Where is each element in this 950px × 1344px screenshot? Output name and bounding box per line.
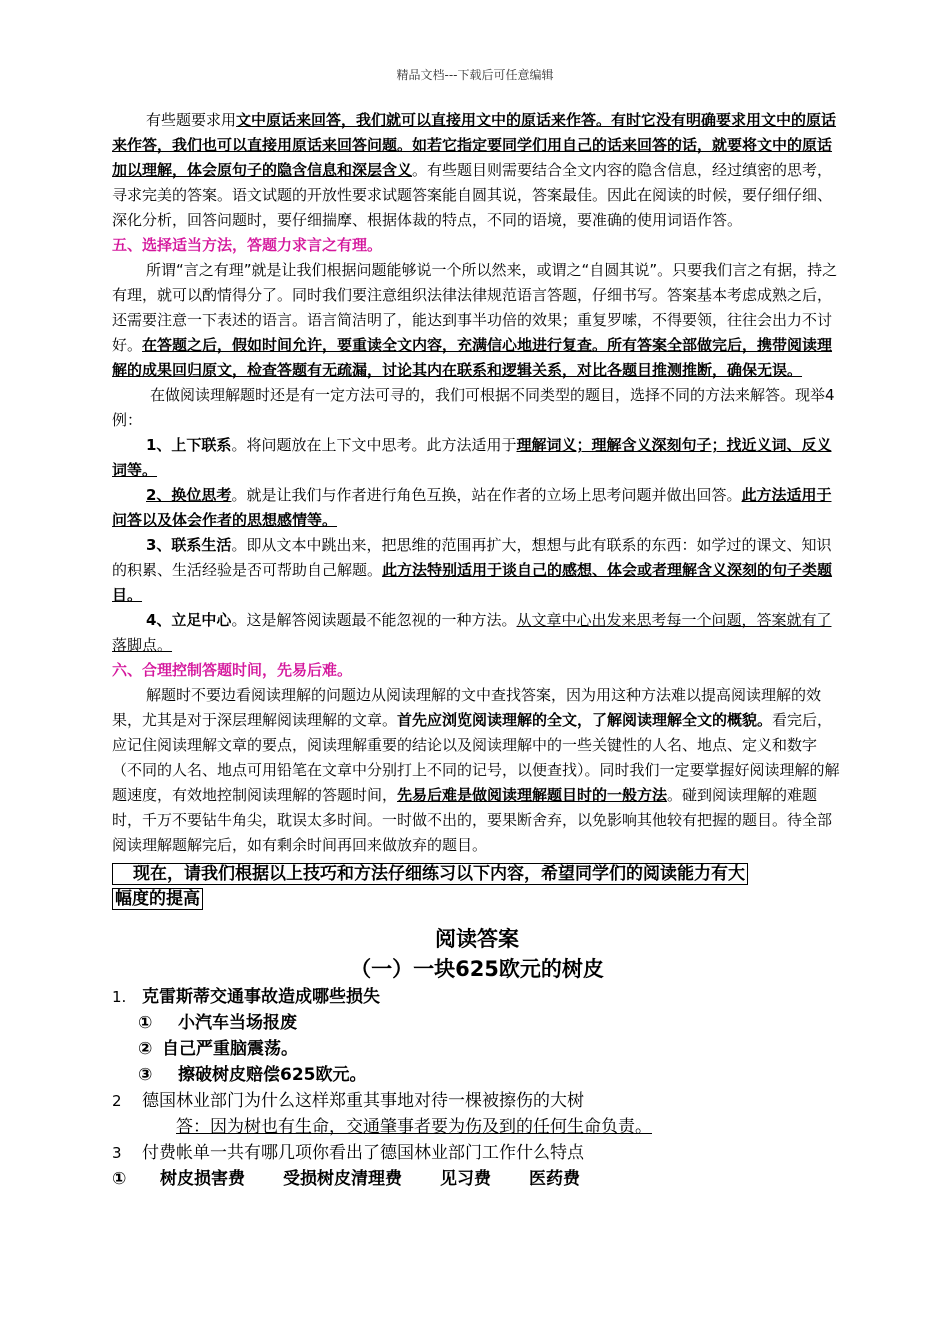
answer-1-item-2 [112, 1036, 842, 1062]
answer-text: 擦破树皮赔偿625欧元。 [178, 1065, 367, 1085]
text-run: 。碰到阅读理解的难题时，千万不要钻牛角尖，耽误太多时间。一时做不出的，要果断舍弃，以免影响其他较有把握的题目。待全部阅读理解题解完后，如有剩余时间再回来做放弃的题目。 [112, 786, 833, 854]
text-run: 解题时不要边看阅读理解的问题边从阅读理解的文中查找答案，因为用这种方法难以提高阅读理解的效果，尤其是对于深层理解阅读理解的文章。 [112, 686, 822, 729]
list-marker: ② [138, 1039, 153, 1059]
emphasis-text: 此方法特别适用于谈自己的感想、体会或者理解含义深刻的句子类题目。 [112, 561, 833, 604]
text-run: 有些题要求用 [146, 111, 237, 129]
answer-text [120, 1117, 652, 1137]
text-run: 。将问题放在上下文中思考。此方法适用于 [231, 436, 517, 454]
fee-item: 见习费 [440, 1169, 491, 1189]
list-marker: ③ [138, 1065, 153, 1085]
emphasis-text: 在答题之后，假如时间允许，要重读全文内容，充满信心地进行复查。所有答案全部做完后，携带阅读理解的成果回归原文，检查答题有无疏漏，讨论其内在联系和逻辑关系，对比各题目推测推断，确保无误。 [112, 336, 833, 379]
question-number: 2 [112, 1092, 122, 1110]
answer-1-item-3 [112, 1062, 842, 1088]
fee-list [160, 1169, 580, 1189]
text-run: 看完后，应记住阅读理解文章的要点，阅读理解重要的结论以及阅读理解中的一些关键性的人名、地点、定义和数字（不同的人名、地点可用铅笔在文章中分别打上不同的记号，以便查找）。同时我们一定要掌握好阅读理解的解题速度，有效地控制阅读理解的答题时间， [112, 711, 840, 804]
method-label: 2、换位思考 [146, 486, 232, 504]
paragraph-original-words [112, 108, 842, 233]
underlined-text: 从文章中心出发来思考每一个问题，答案就有了落脚点。 [112, 611, 832, 654]
boxed-notice [112, 862, 842, 912]
answer-text: 小汽车当场报废 [178, 1013, 297, 1033]
text-run: 。就是让我们与作者进行角色互换，站在作者的立场上思考问题并做出回答。 [231, 486, 742, 504]
answer-text: 自己严重脑震荡。 [162, 1039, 298, 1059]
emphasis-text: 文中原话来回答，我们就可以直接用文中的原话来作答。有时它没有明确要求用文中的原话来作答，我们也可以直接用原话来回答问题。如若它指定要同学们用自己的话来回答的话，就要将文中的原话加以理解，体会原句子的隐含信息和深层含义 [112, 111, 837, 179]
fee-item: 树皮损害费 [160, 1169, 245, 1189]
page-header: 精品文档---下载后可任意编辑 [396, 68, 554, 82]
answers-title: 阅读答案 [435, 927, 519, 951]
list-marker: ① [138, 1013, 153, 1033]
fee-item: 医药费 [529, 1169, 580, 1189]
bold-text: 首先应浏览阅读理解的全文，了解阅读理解全文的概貌。 [397, 711, 773, 729]
boxed-notice-line-1: 现在，请我们根据以上技巧和方法仔细练习以下内容，希望同学们的阅读能力有大 [112, 863, 748, 885]
method-2 [112, 483, 842, 533]
fee-item: 受损树皮清理费 [283, 1169, 402, 1189]
answers-subtitle: （一）一块625欧元的树皮 [350, 957, 604, 981]
question-3 [112, 1140, 842, 1166]
method-label: 4、立足中心 [146, 611, 232, 629]
method-label: 3、联系生活 [146, 536, 232, 554]
paragraph-time-control [112, 683, 842, 858]
paragraph-reasonable-answer [112, 258, 842, 383]
section-heading-5: 五、选择适当方法，答题力求言之有理。 [112, 236, 383, 254]
method-3 [112, 533, 842, 608]
question-number: 3 [112, 1144, 122, 1162]
method-1 [112, 433, 842, 483]
paragraph-methods-intro: 在做阅读理解题时还是有一定方法可寻的，我们可根据不同类型的题目，选择不同的方法来解答。现举4例： [112, 386, 835, 429]
text-run: 。有些题目则需要结合全文内容的隐含信息，经过缜密的思考，寻求完美的答案。语文试题的开放性要求试题答案能自圆其说，答案最佳。因此在阅读的时候，要仔细仔细、深化分析，回答问题时，要仔细揣摩、根据体裁的特点，不同的语境，要准确的使用词语作答。 [112, 161, 833, 229]
text-run: 。即从文本中跳出来，把思维的范围再扩大，想想与此有联系的东西：如学过的课文、知识的积累、生活经验是否可帮助自己解题。 [112, 536, 832, 579]
text-run: 所谓“言之有理”就是让我们根据问题能够说一个所以然来，或谓之“自圆其说”。只要我们言之有据，持之有理，就可以酌情得分了。同时我们要注意组织法律法律规范语言答题，仔细书写。答案基本考虑成熟之后，还需要注意一下表述的语言。语言简洁明了，能达到事半功倍的效果；重复罗嗦，不得要领，往往会出力不讨好。 [112, 261, 838, 354]
list-marker: ① [112, 1169, 127, 1189]
question-1 [112, 984, 842, 1010]
emphasis-text: 先易后难是做阅读理解题目时的一般方法 [397, 786, 668, 804]
emphasis-text: 此方法适用于问答以及体会作者的思想感情等。 [112, 486, 832, 529]
question-text: 德国林业部门为什么这样郑重其事地对待一棵被擦伤的大树 [142, 1091, 584, 1111]
question-2 [112, 1088, 842, 1114]
method-label: 1、上下联系 [146, 436, 232, 454]
question-text: 付费帐单一共有哪几项你看出了德国林业部门工作什么特点 [142, 1143, 584, 1163]
boxed-notice-line-2: 幅度的提高 [112, 888, 203, 910]
question-number: 1. [112, 988, 127, 1006]
answer-1-item-1 [112, 1010, 842, 1036]
answer-2 [112, 1114, 842, 1140]
text-run: 。这是解答阅读题最不能忽视的一种方法。 [231, 611, 517, 629]
document-body [112, 108, 842, 1192]
method-4 [112, 608, 842, 658]
answer-3 [112, 1166, 842, 1192]
emphasis-text: 理解词义；理解含义深刻句子；找近义词、反义词等。 [112, 436, 832, 479]
question-text: 克雷斯蒂交通事故造成哪些损失 [142, 987, 380, 1007]
section-heading-6: 六、合理控制答题时间，先易后难。 [112, 661, 353, 679]
answer-2-text: 答：因为树也有生命，交通肇事者要为伤及到的任何生命负责。 [176, 1117, 652, 1137]
